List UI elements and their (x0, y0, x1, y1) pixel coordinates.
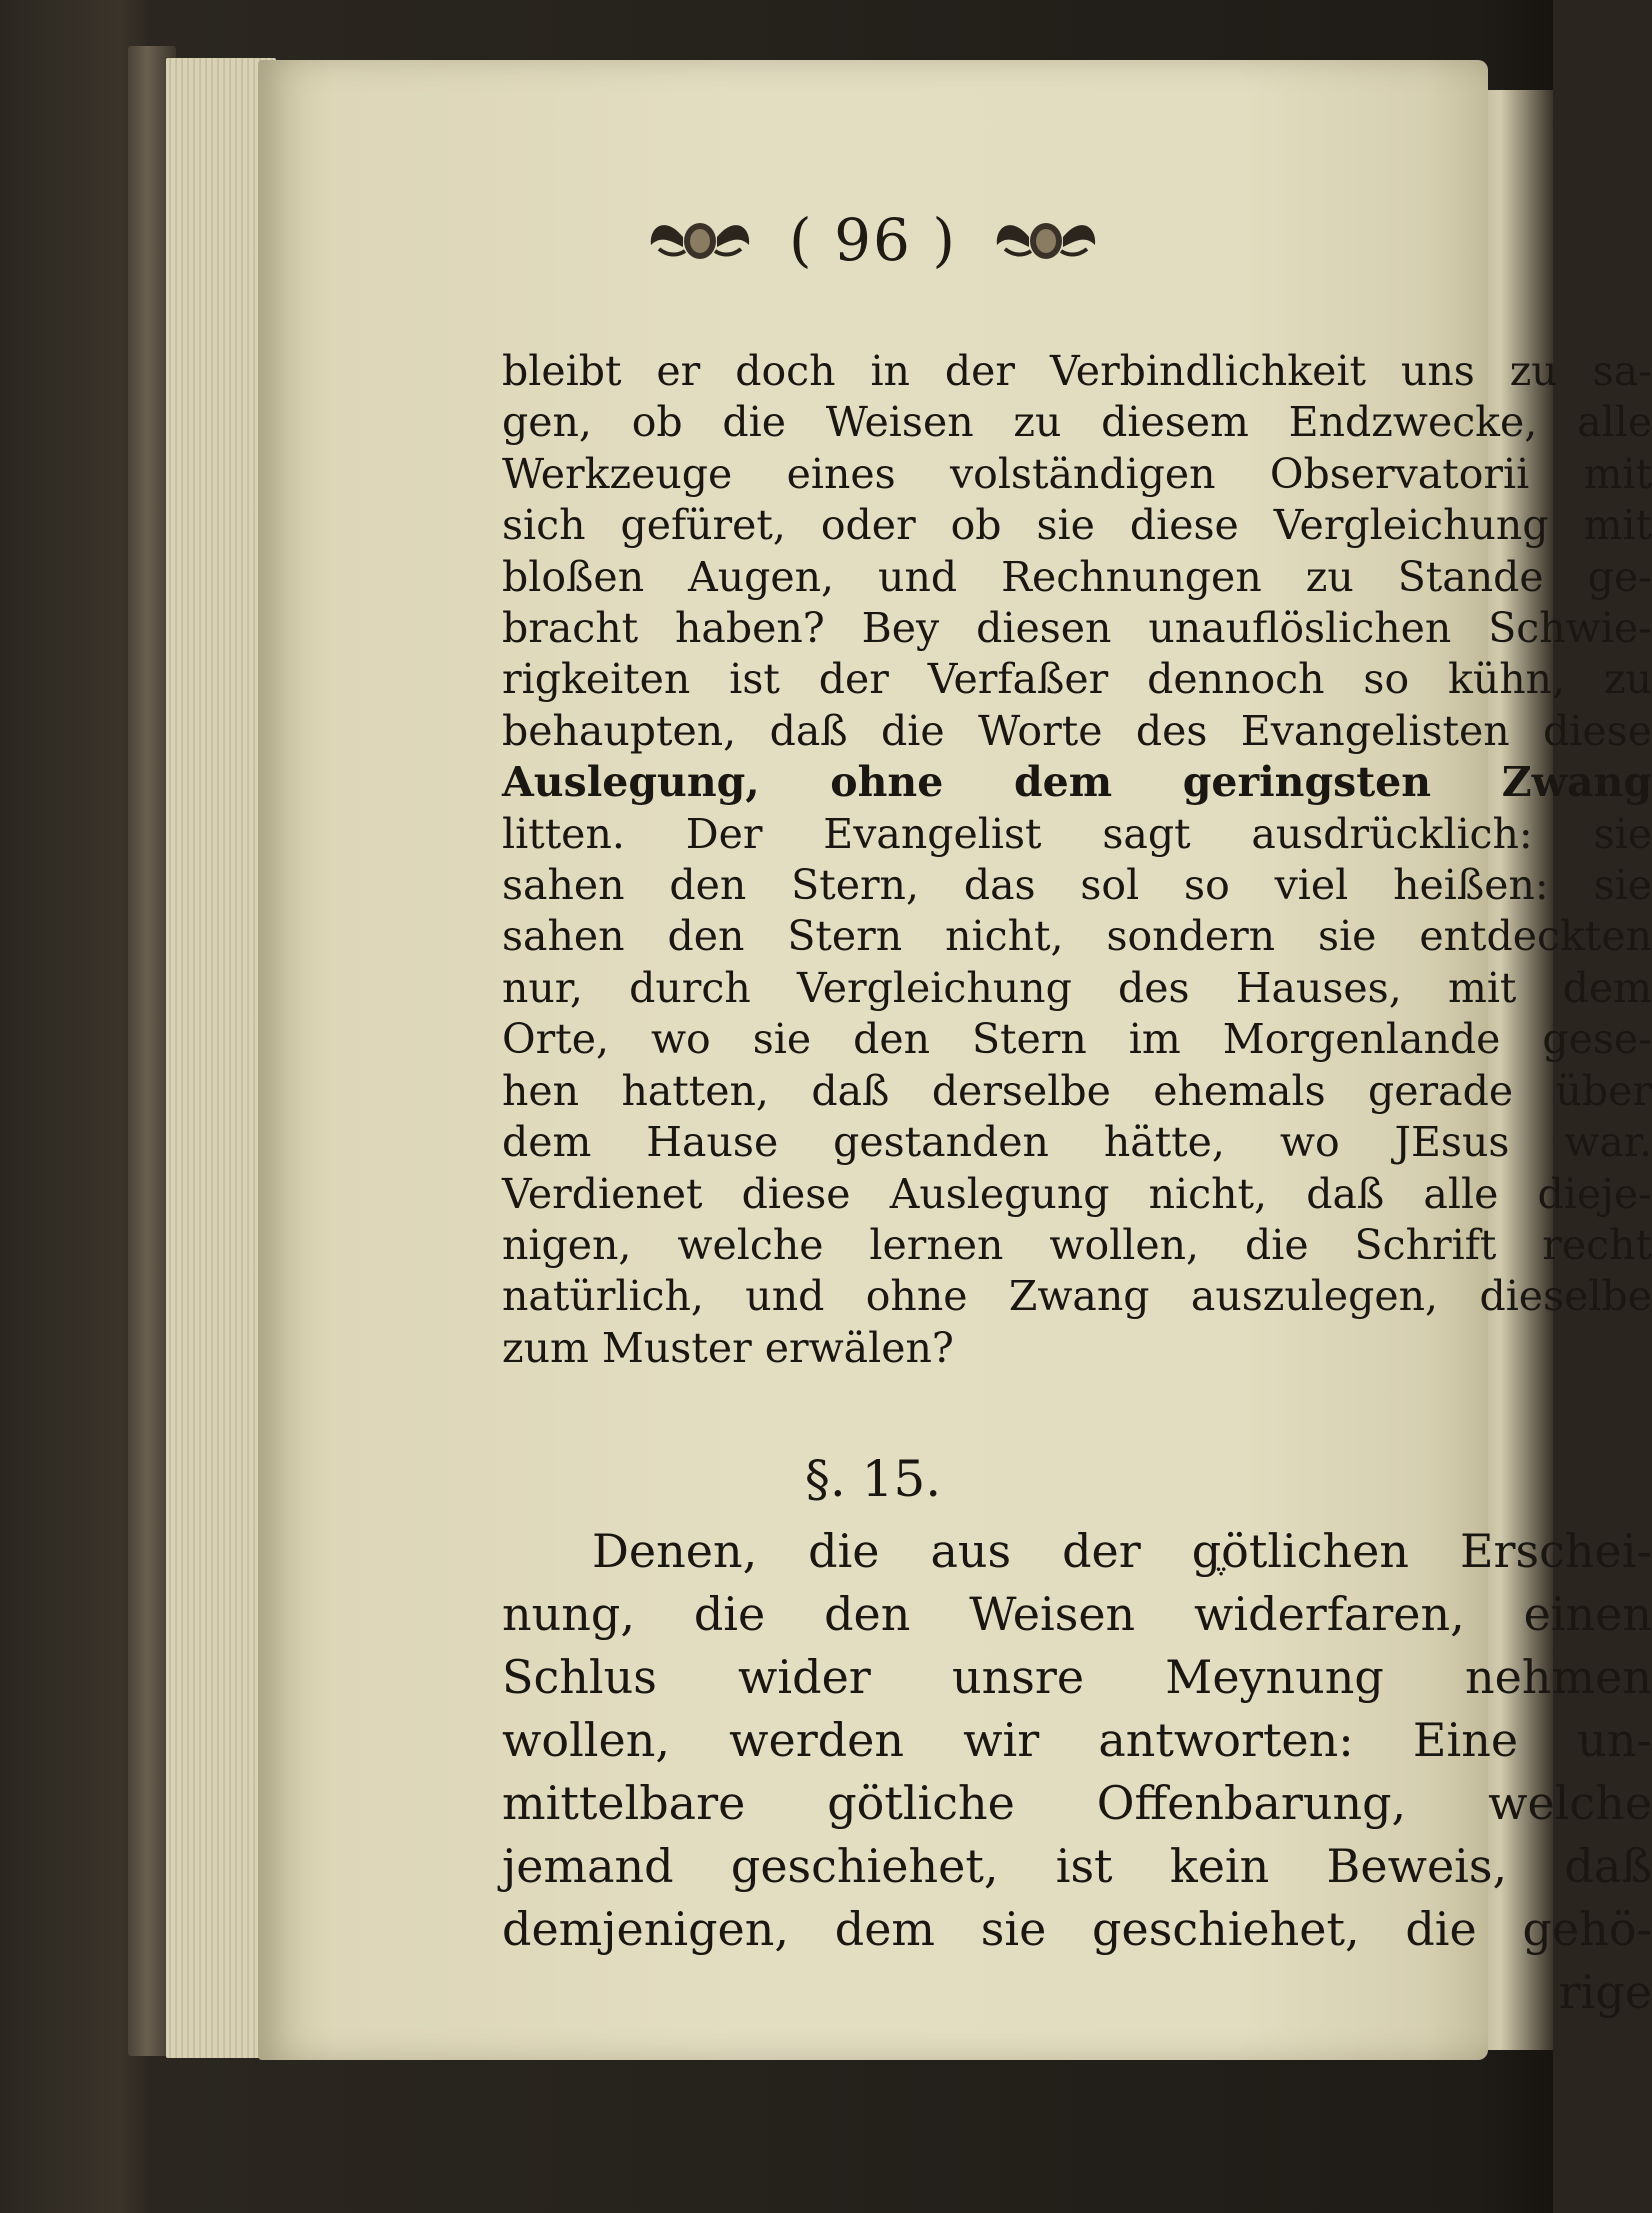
cherub-ornament-right-icon (991, 205, 1101, 275)
text-line: zum Muster erwälen? (502, 1323, 954, 1372)
cherub-ornament-left-icon (645, 205, 755, 275)
text-line: Orte, wo sie den Stern im Morgenlande gese- (502, 1015, 1652, 1064)
text-line: natürlich, und ohne Zwang auszulegen, dieselbe (502, 1272, 1652, 1321)
text-line: mittelbare götliche Offenbarung, welche (502, 1776, 1652, 1830)
text-line: sich gefüret, oder ob sie diese Vergleichung mit (502, 501, 1652, 550)
book-page (258, 60, 1652, 2060)
text-line: bloßen Augen, und Rechnungen zu Stande ge- (502, 552, 1652, 601)
text-line: Auslegung, ohne dem geringsten Zwang (502, 758, 1652, 807)
page-header (258, 180, 1488, 300)
text-line: sahen den Stern, das sol so viel heißen: sie (502, 861, 1652, 910)
text-line: hen hatten, daß derselbe ehemals gerade über (502, 1066, 1652, 1115)
text-line: Schlus wider unsre Meynung nehmen (502, 1650, 1652, 1704)
text-line: Verdienet diese Auslegung nicht, daß alle dieje- (502, 1169, 1652, 1218)
text-line: jemand geschiehet, ist kein Beweis, daß (502, 1839, 1652, 1893)
section-heading: §. 15. (804, 1450, 942, 1508)
catchword: rige (1558, 1965, 1652, 2019)
text-line: nur, durch Vergleichung des Hauses, mit dem (502, 963, 1652, 1012)
text-line: sahen den Stern nicht, sondern sie entdeckten (502, 912, 1652, 961)
text-line: Denen, die aus der gֶötlichen Erschei- (592, 1524, 1652, 1578)
text-line: behaupten, daß die Worte des Evangelisten diese (502, 706, 1652, 755)
text-line: rigkeiten ist der Verfaßer dennoch so kühn, zu (502, 655, 1652, 704)
text-line: dem Hause gestanden hätte, wo JEsus war. (502, 1118, 1652, 1167)
text-line: nung, die den Weisen widerfaren, einen (502, 1587, 1652, 1641)
section-text (502, 1520, 1652, 2024)
text-line: nigen, welche lernen wollen, die Schrift recht (502, 1220, 1652, 1269)
text-line: litten. Der Evangelist sagt ausdrücklich: sie (502, 809, 1652, 858)
text-line: demjenigen, dem sie geschiehet, die gehö- (502, 1902, 1652, 1956)
text-line: bleibt er doch in der Verbindlichkeit uns zu sa- (502, 347, 1652, 395)
text-line: bracht haben? Bey diesen unauflöslichen Schwie- (502, 604, 1652, 653)
page-number: ( 96 ) (789, 206, 957, 274)
text-line: gen, ob die Weisen zu diesem Endzwecke, alle (502, 398, 1652, 447)
body-text (502, 346, 1652, 1374)
text-line: Werkzeuge eines volständigen Observatorii mit (502, 449, 1652, 498)
text-line: wollen, werden wir antworten: Eine un- (502, 1713, 1652, 1767)
